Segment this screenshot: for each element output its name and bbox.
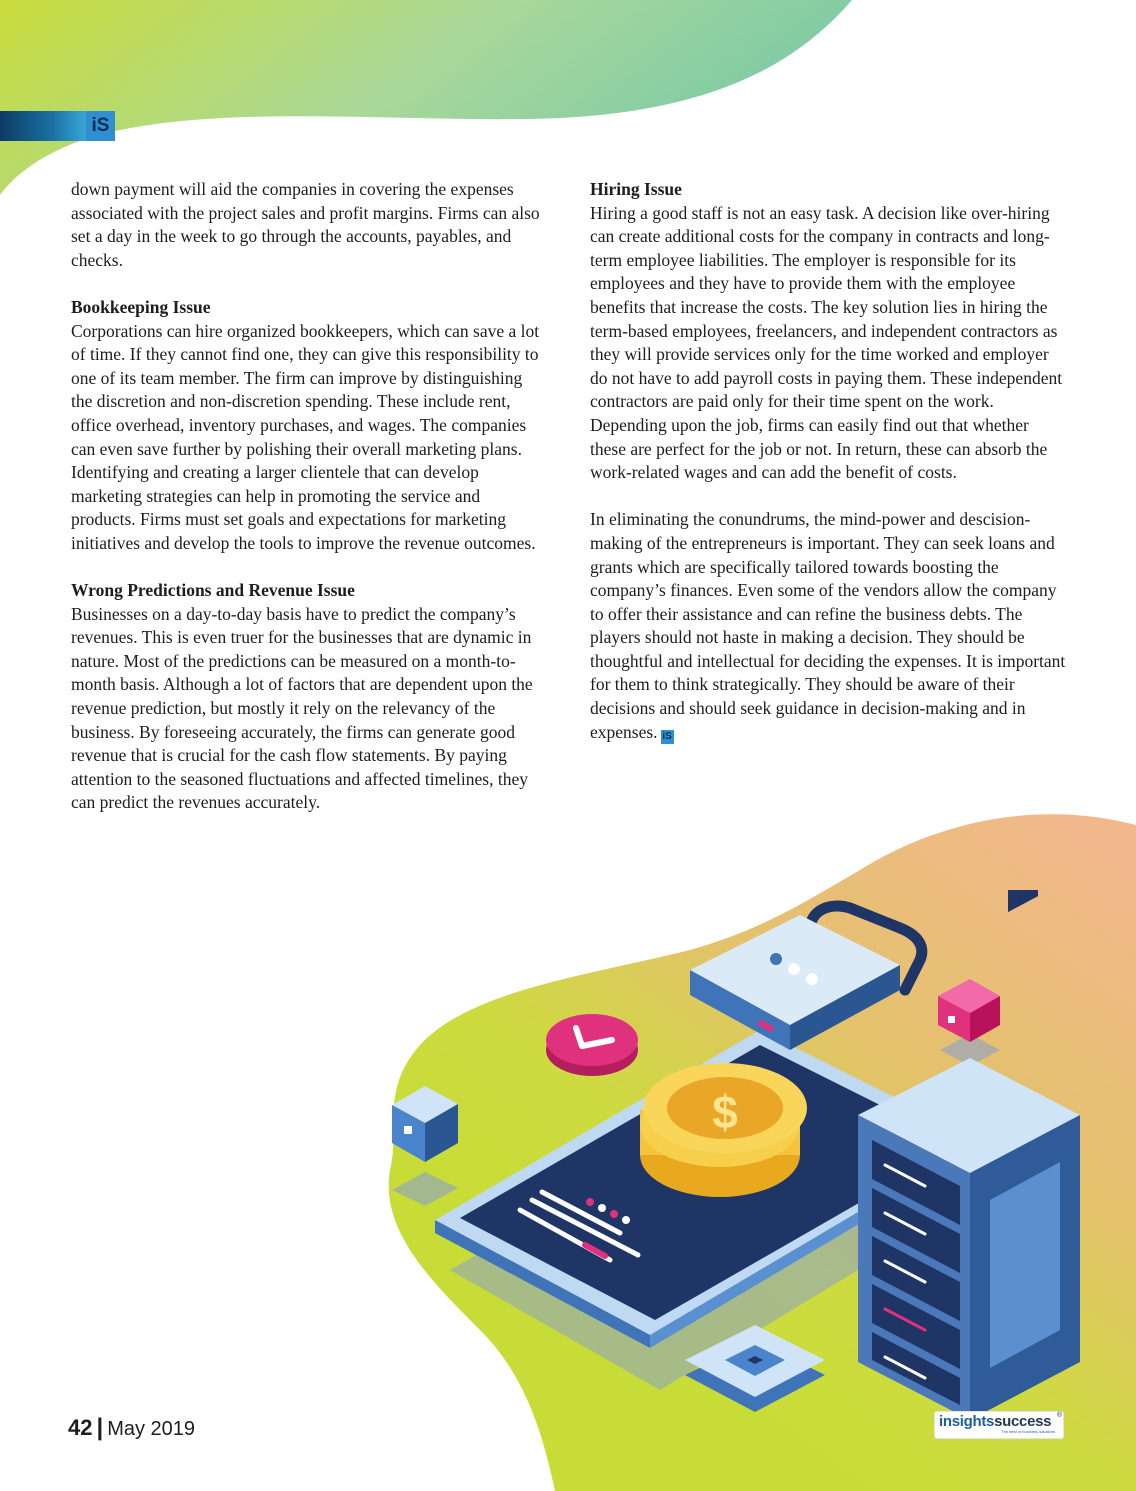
logo-wordmark: insightssuccess xyxy=(939,1413,1052,1430)
left-cube-shadow xyxy=(392,1172,458,1206)
left-text-column xyxy=(71,178,547,839)
hiring-heading: Hiring Issue xyxy=(590,179,682,199)
insights-success-logo xyxy=(935,1412,1063,1438)
predictions-paragraph: Businesses on a day-to-day basis have to predict the company’s revenues. This is even truer for the businesses that are dynamic in nature. Most of the predictions can be measured on a month-to-month basis. Although a lot of factors that are dependent upon the revenue prediction, but mostly it rely on the relevancy of the business. By foreseeing accurately, the firms can generate good revenue that is crucial for the cash flow statements. By paying attention to the seasoned fluctuations and affected timelines, they can predict the revenues accurately. xyxy=(71,603,533,813)
server-chart-icon xyxy=(1008,890,1038,912)
logo-tagline: The best of business solutions xyxy=(1001,1429,1055,1434)
conclusion-paragraph: In eliminating the conundrums, the mind-power and descision-making of the entrepreneurs is important. They can seek loans and grants which are specifically tailored towards boosting the company’s finances. Even some of the vendors allow the company to offer their assistance and can refine the business debts. The players should not haste in making a decision. They should be thoughtful and intellectual for deciding the expenses. It is important for them to think strategically. They should be aware of their decisions and should seek guidance in decision-making and in expenses. xyxy=(590,509,1066,742)
finance-illustration xyxy=(380,890,1100,1450)
page-number: 42 xyxy=(68,1415,93,1440)
page-folio xyxy=(68,1414,195,1442)
lock-dot-2 xyxy=(788,963,800,975)
hiring-paragraph: Hiring a good staff is not an easy task. A decision like over-hiring can create additional costs for the company in contracts and long-term employee liabilities. The employer is responsible for its employees and they have to provide them with the employee benefits that increase the costs. The key solution lies in hiring the term-based employees, freelancers, and independent contractors as they will provide services only for the time worked and employer do not have to add payroll costs in paying them. These independent contractors are paid only for their time spent on the work. Depending upon the job, firms can easily find out that whether these are perfect for the job or not. In return, these can absorb the work-related wages and can add the benefit of costs. xyxy=(590,202,1063,483)
conclusion-paragraph-wrap xyxy=(590,508,1066,744)
bookkeeping-paragraph: Corporations can hire organized bookkeepers, which can save a lot of time. If they cannot find one, they can give this responsibility to one of its team member. The firm can improve by distinguishing the discretion and non-discretion spending. These include rent, office overhead, inventory purchases, and wages. The companies can even save further by polishing their overall marketing plans. Identifying and creating a larger clientele that can develop marketing strategies can help in promoting the service and products. Firms must set goals and expectations for marketing initiatives and develop the tools to improve the revenue outcomes. xyxy=(71,320,540,553)
lock-dot-1 xyxy=(770,953,782,965)
logo-registered-mark: ® xyxy=(1056,1412,1062,1419)
coin-dollar-icon: $ xyxy=(712,1086,738,1138)
end-mark-icon: iS xyxy=(662,730,672,742)
lock-dot-3 xyxy=(806,973,818,985)
folio-separator: | xyxy=(96,1414,104,1441)
pink-cube-mark xyxy=(948,1016,955,1023)
issue-date: May 2019 xyxy=(107,1418,196,1440)
header-color-bar xyxy=(0,111,86,141)
clock-disc-top xyxy=(546,1014,638,1066)
intro-paragraph: down payment will aid the companies in covering the expenses associated with the project sales and profit margins. Firms can also set a day in the week to go through the accounts, payables, and checks. xyxy=(71,179,540,270)
top-wave-shape xyxy=(0,0,852,195)
bookkeeping-heading: Bookkeeping Issue xyxy=(71,296,211,317)
brand-badge: iS xyxy=(86,111,115,141)
left-cube-mark xyxy=(404,1126,412,1134)
right-text-column xyxy=(590,178,1066,768)
predictions-heading: Wrong Predictions and Revenue Issue xyxy=(71,580,355,601)
